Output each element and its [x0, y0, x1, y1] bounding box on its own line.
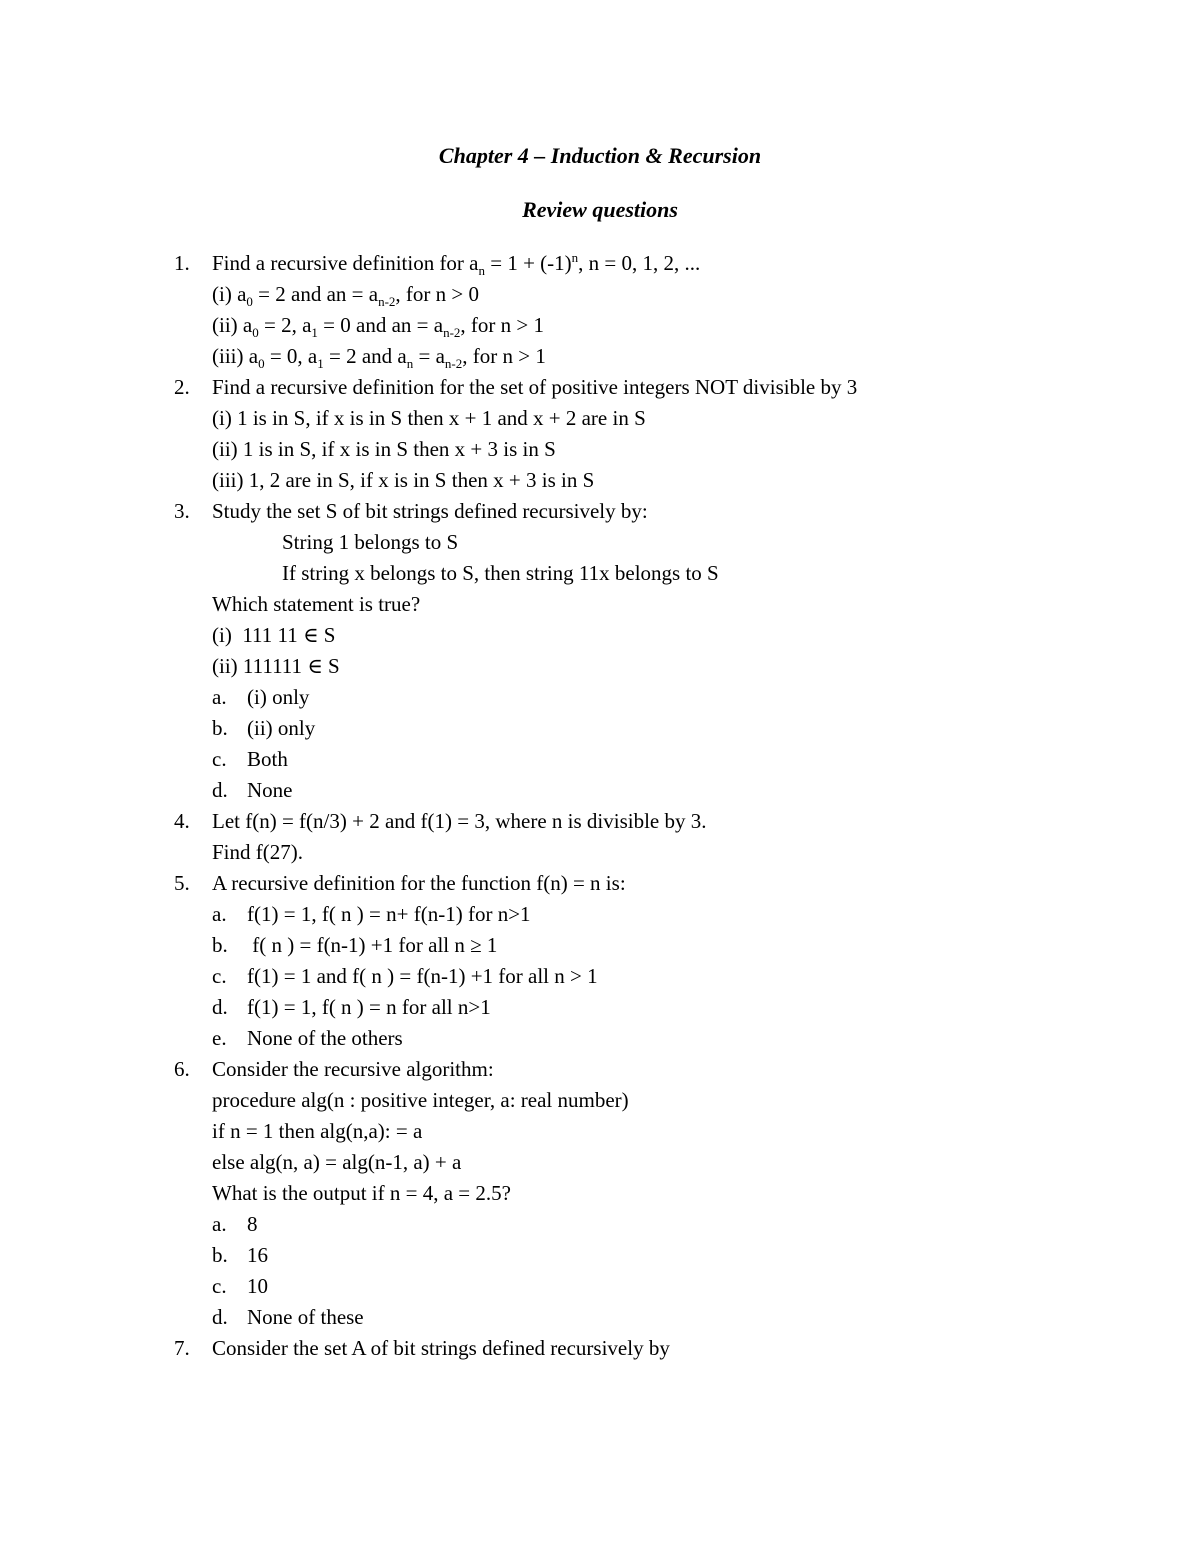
line-text — [212, 372, 857, 403]
text-segment: = 2, a — [258, 313, 312, 337]
line-text — [212, 279, 479, 310]
line-text — [212, 1085, 629, 1116]
line-text — [212, 465, 594, 496]
text-segment: (iii) a — [212, 344, 259, 368]
text-segment: , for n > 0 — [395, 282, 479, 306]
text-segment: Find a recursive definition for the set of positive integers NOT divisible by 3 — [212, 375, 858, 399]
text-segment: (i) 111 11 ∈ S — [212, 623, 336, 647]
text-line — [0, 1085, 1200, 1116]
text-segment: else alg(n, a) = alg(n-1, a) + a — [212, 1150, 462, 1174]
text-segment: f( n ) = f(n-1) +1 for all n ≥ 1 — [247, 933, 498, 957]
subscript-text: n-2 — [378, 294, 396, 310]
text-line — [0, 558, 1200, 589]
option-letter: d. — [212, 778, 228, 802]
text-segment: (iii) 1, 2 are in S, if x is in S then x + 3 is in S — [212, 468, 595, 492]
supscript-text: n — [571, 250, 579, 265]
text-line — [0, 589, 1200, 620]
subscript-text: n — [478, 263, 485, 279]
text-segment: String 1 belongs to S — [282, 530, 459, 554]
option-line — [0, 682, 1200, 713]
text-line — [0, 279, 1200, 310]
option-line — [0, 930, 1200, 961]
text-segment: 16 — [247, 1243, 268, 1267]
line-text — [212, 868, 626, 899]
question-list — [0, 248, 1200, 1364]
line-text — [212, 589, 420, 620]
question-line — [0, 248, 1200, 279]
text-segment: Let f(n) = f(n/3) + 2 and f(1) = 3, where n is divisible by 3. — [212, 809, 707, 833]
option-letter: b. — [212, 1243, 228, 1267]
line-text — [247, 744, 288, 775]
chapter-title: Chapter 4 – Induction & Recursion — [438, 143, 762, 168]
question-line — [0, 868, 1200, 899]
line-text — [212, 1147, 461, 1178]
line-text — [212, 403, 646, 434]
line-text — [212, 496, 648, 527]
question-number: 1. — [174, 251, 190, 275]
question-line — [0, 1054, 1200, 1085]
option-letter: a. — [212, 1212, 227, 1236]
option-letter: d. — [212, 1305, 228, 1329]
text-line — [0, 837, 1200, 868]
option-line — [0, 1023, 1200, 1054]
line-text — [247, 992, 491, 1023]
line-text — [212, 1116, 422, 1147]
text-segment: Consider the set A of bit strings defined recursively by — [212, 1336, 670, 1360]
text-segment: = 2 and an = a — [252, 282, 379, 306]
text-segment: None of the others — [247, 1026, 403, 1050]
text-line — [0, 465, 1200, 496]
line-text — [212, 341, 546, 372]
option-letter: a. — [212, 902, 227, 926]
subscript-text: 0 — [246, 294, 253, 310]
text-segment: = 0, a — [264, 344, 318, 368]
text-line — [0, 341, 1200, 372]
text-segment: = 2 and a — [323, 344, 407, 368]
text-segment: 10 — [247, 1274, 268, 1298]
line-text — [212, 651, 340, 682]
text-segment: Find a recursive definition for a — [212, 251, 479, 275]
option-line — [0, 1302, 1200, 1333]
line-text — [212, 248, 700, 279]
option-letter: a. — [212, 685, 227, 709]
text-segment: A recursive definition for the function f(n) = n is: — [212, 871, 626, 895]
question-number: 7. — [174, 1336, 190, 1360]
option-letter: c. — [212, 964, 227, 988]
subscript-text: n-2 — [443, 325, 461, 341]
line-text — [212, 837, 303, 868]
text-segment: Consider the recursive algorithm: — [212, 1057, 494, 1081]
line-text — [247, 1302, 364, 1333]
text-segment: (ii) 111111 ∈ S — [212, 654, 340, 678]
text-line — [0, 620, 1200, 651]
line-text — [212, 806, 707, 837]
text-segment: (i) a — [212, 282, 247, 306]
text-line — [0, 403, 1200, 434]
text-segment: Both — [247, 747, 288, 771]
line-text — [247, 1023, 403, 1054]
question-number: 2. — [174, 375, 190, 399]
line-text — [247, 682, 309, 713]
text-segment: Find f(27). — [212, 840, 303, 864]
line-text — [247, 713, 315, 744]
text-segment: If string x belongs to S, then string 11x belongs to S — [282, 561, 719, 585]
line-text — [212, 434, 556, 465]
line-text — [212, 310, 544, 341]
text-segment: , for n > 1 — [460, 313, 544, 337]
option-line — [0, 775, 1200, 806]
option-line — [0, 992, 1200, 1023]
line-text — [212, 1054, 494, 1085]
text-line — [0, 1178, 1200, 1209]
subscript-text: 1 — [317, 356, 324, 372]
text-line — [0, 527, 1200, 558]
option-letter: e. — [212, 1026, 227, 1050]
text-segment: = 1 + (-1) — [485, 251, 572, 275]
question-number: 5. — [174, 871, 190, 895]
text-segment: (ii) 1 is in S, if x is in S then x + 3 is in S — [212, 437, 556, 461]
text-segment: procedure alg(n : positive integer, a: real number) — [212, 1088, 629, 1112]
text-segment: (ii) a — [212, 313, 253, 337]
text-segment: = 0 and an = a — [317, 313, 444, 337]
text-segment: (i) 1 is in S, if x is in S then x + 1 and x + 2 are in S — [212, 406, 646, 430]
subscript-text: n-2 — [444, 356, 463, 372]
subscript-text: 0 — [258, 356, 265, 372]
text-segment: What is the output if n = 4, a = 2.5? — [212, 1181, 511, 1205]
option-letter: d. — [212, 995, 228, 1019]
line-text — [247, 930, 497, 961]
text-segment: = a — [413, 344, 445, 368]
text-segment: (i) only — [247, 685, 310, 709]
text-line — [0, 651, 1200, 682]
option-letter: c. — [212, 747, 227, 771]
option-line — [0, 1209, 1200, 1240]
option-line — [0, 961, 1200, 992]
line-text — [247, 1240, 268, 1271]
option-line — [0, 1271, 1200, 1302]
option-line — [0, 744, 1200, 775]
text-segment: f(1) = 1, f( n ) = n for all n>1 — [247, 995, 491, 1019]
option-line — [0, 713, 1200, 744]
question-line — [0, 1333, 1200, 1364]
text-segment: 8 — [247, 1212, 258, 1236]
option-letter: b. — [212, 933, 228, 957]
text-segment: , for n > 1 — [462, 344, 546, 368]
line-text — [247, 1209, 258, 1240]
line-text — [247, 775, 293, 806]
line-text — [212, 1178, 511, 1209]
line-text — [212, 620, 335, 651]
option-line — [0, 1240, 1200, 1271]
line-text — [282, 558, 719, 589]
text-segment: Study the set S of bit strings defined recursively by: — [212, 499, 648, 523]
text-line — [0, 310, 1200, 341]
question-line — [0, 496, 1200, 527]
text-segment: (ii) only — [247, 716, 316, 740]
option-line — [0, 899, 1200, 930]
subscript-text: 0 — [252, 325, 259, 341]
question-line — [0, 372, 1200, 403]
subscript-text: 1 — [311, 325, 318, 341]
text-segment: None of these — [247, 1305, 364, 1329]
text-segment: if n = 1 then alg(n,a): = a — [212, 1119, 423, 1143]
question-number: 3. — [174, 499, 190, 523]
section-subtitle: Review questions — [522, 197, 678, 222]
text-segment: , n = 0, 1, 2, ... — [578, 251, 701, 275]
line-text — [212, 1333, 670, 1364]
subscript-text: n — [406, 356, 414, 372]
option-letter: b. — [212, 716, 228, 740]
line-text — [247, 961, 598, 992]
text-segment: f(1) = 1, f( n ) = n+ f(n-1) for n>1 — [247, 902, 531, 926]
text-line — [0, 434, 1200, 465]
line-text — [247, 1271, 268, 1302]
text-segment: Which statement is true? — [212, 592, 421, 616]
line-text — [247, 899, 531, 930]
option-letter: c. — [212, 1274, 227, 1298]
question-number: 4. — [174, 809, 190, 833]
text-segment: f(1) = 1 and f( n ) = f(n-1) +1 for all n > 1 — [247, 964, 598, 988]
line-text — [282, 527, 458, 558]
question-number: 6. — [174, 1057, 190, 1081]
text-line — [0, 1147, 1200, 1178]
question-line — [0, 806, 1200, 837]
text-line — [0, 1116, 1200, 1147]
text-segment: None — [247, 778, 293, 802]
